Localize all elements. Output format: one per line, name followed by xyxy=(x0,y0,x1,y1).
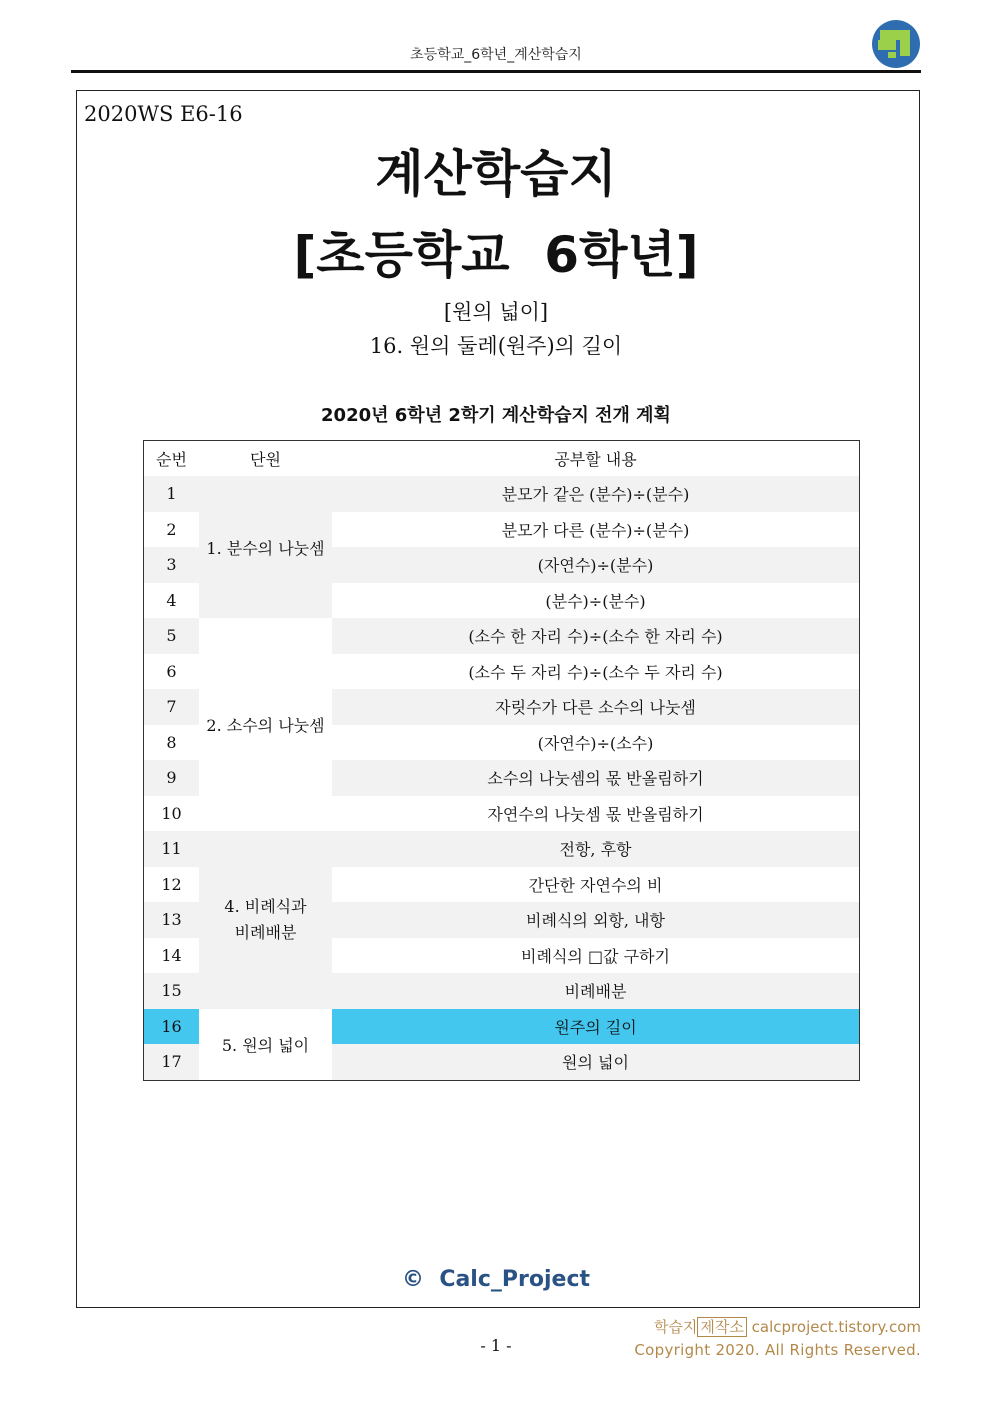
header-content: 공부할 내용 xyxy=(332,441,860,477)
table-row xyxy=(144,618,860,654)
rights-line: Copyright 2020. All Rights Reserved. xyxy=(634,1341,921,1359)
header-title: 초등학교_6학년_계산학습지 xyxy=(410,47,582,63)
row-number: 15 xyxy=(144,973,200,1009)
header-unit: 단원 xyxy=(199,441,332,477)
row-topic: 자연수의 나눗셈 몫 반올림하기 xyxy=(332,796,860,832)
row-number: 12 xyxy=(144,867,200,903)
row-topic: (소수 한 자리 수)÷(소수 한 자리 수) xyxy=(332,618,860,654)
row-topic: 자릿수가 다른 소수의 나눗셈 xyxy=(332,689,860,725)
unit-cell: 5. 원의 넓이 xyxy=(199,1009,332,1081)
row-topic: (자연수)÷(분수) xyxy=(332,547,860,583)
row-topic: (자연수)÷(소수) xyxy=(332,725,860,761)
unit-cell: 1. 분수의 나눗셈 xyxy=(199,476,332,618)
row-number: 14 xyxy=(144,938,200,974)
main-title: 계산학습지 xyxy=(375,145,617,203)
row-number: 11 xyxy=(144,831,200,867)
grade-title: [초등학교 6학년] xyxy=(293,226,699,284)
row-number: 1 xyxy=(144,476,200,512)
row-number: 9 xyxy=(144,760,200,796)
credit-boxed: 제작소 xyxy=(697,1317,746,1337)
unit-cell: 2. 소수의 나눗셈 xyxy=(199,618,332,831)
header-rule xyxy=(71,70,921,73)
row-topic: 전항, 후항 xyxy=(332,831,860,867)
row-topic: 원주의 길이 xyxy=(332,1009,860,1045)
table-row xyxy=(144,831,860,867)
calc-project-logo-icon xyxy=(872,20,920,68)
credit-site-link[interactable]: calcproject.tistory.com xyxy=(746,1318,921,1336)
row-number: 8 xyxy=(144,725,200,761)
row-number: 4 xyxy=(144,583,200,619)
row-number: 10 xyxy=(144,796,200,832)
row-topic: 소수의 나눗셈의 몫 반올림하기 xyxy=(332,760,860,796)
row-number: 13 xyxy=(144,902,200,938)
worksheet-code: 2020WS E6-16 xyxy=(84,102,243,126)
row-topic: 비례식의 □값 구하기 xyxy=(332,938,860,974)
row-number: 17 xyxy=(144,1044,200,1080)
row-topic: 비례식의 외항, 내항 xyxy=(332,902,860,938)
table-row-current xyxy=(144,1009,860,1045)
row-number: 7 xyxy=(144,689,200,725)
row-number: 16 xyxy=(144,1009,200,1045)
row-topic: 비례배분 xyxy=(332,973,860,1009)
table-header-row xyxy=(144,441,860,477)
chapter-subtitle: [원의 넓이] xyxy=(443,300,549,324)
row-topic: 원의 넓이 xyxy=(332,1044,860,1080)
header-number: 순번 xyxy=(144,441,200,477)
row-topic: 분모가 다른 (분수)÷(분수) xyxy=(332,512,860,548)
unit-cell: 4. 비례식과 비례배분 xyxy=(199,831,332,1009)
credit-prefix: 학습지 xyxy=(653,1318,698,1336)
row-topic: 간단한 자연수의 비 xyxy=(332,867,860,903)
row-topic: (소수 두 자리 수)÷(소수 두 자리 수) xyxy=(332,654,860,690)
copyright-mark: © Calc_Project xyxy=(402,1267,590,1292)
row-number: 5 xyxy=(144,618,200,654)
credit-line xyxy=(654,1316,921,1337)
row-topic: 분모가 같은 (분수)÷(분수) xyxy=(332,476,860,512)
plan-table xyxy=(143,440,860,1081)
row-topic: (분수)÷(분수) xyxy=(332,583,860,619)
row-number: 2 xyxy=(144,512,200,548)
row-number: 6 xyxy=(144,654,200,690)
page-number: - 1 - xyxy=(480,1336,512,1355)
table-row xyxy=(144,476,860,512)
row-number: 3 xyxy=(144,547,200,583)
plan-title: 2020년 6학년 2학기 계산학습지 전개 계획 xyxy=(321,405,671,426)
lesson-subtitle: 16. 원의 둘레(원주)의 길이 xyxy=(369,334,623,358)
